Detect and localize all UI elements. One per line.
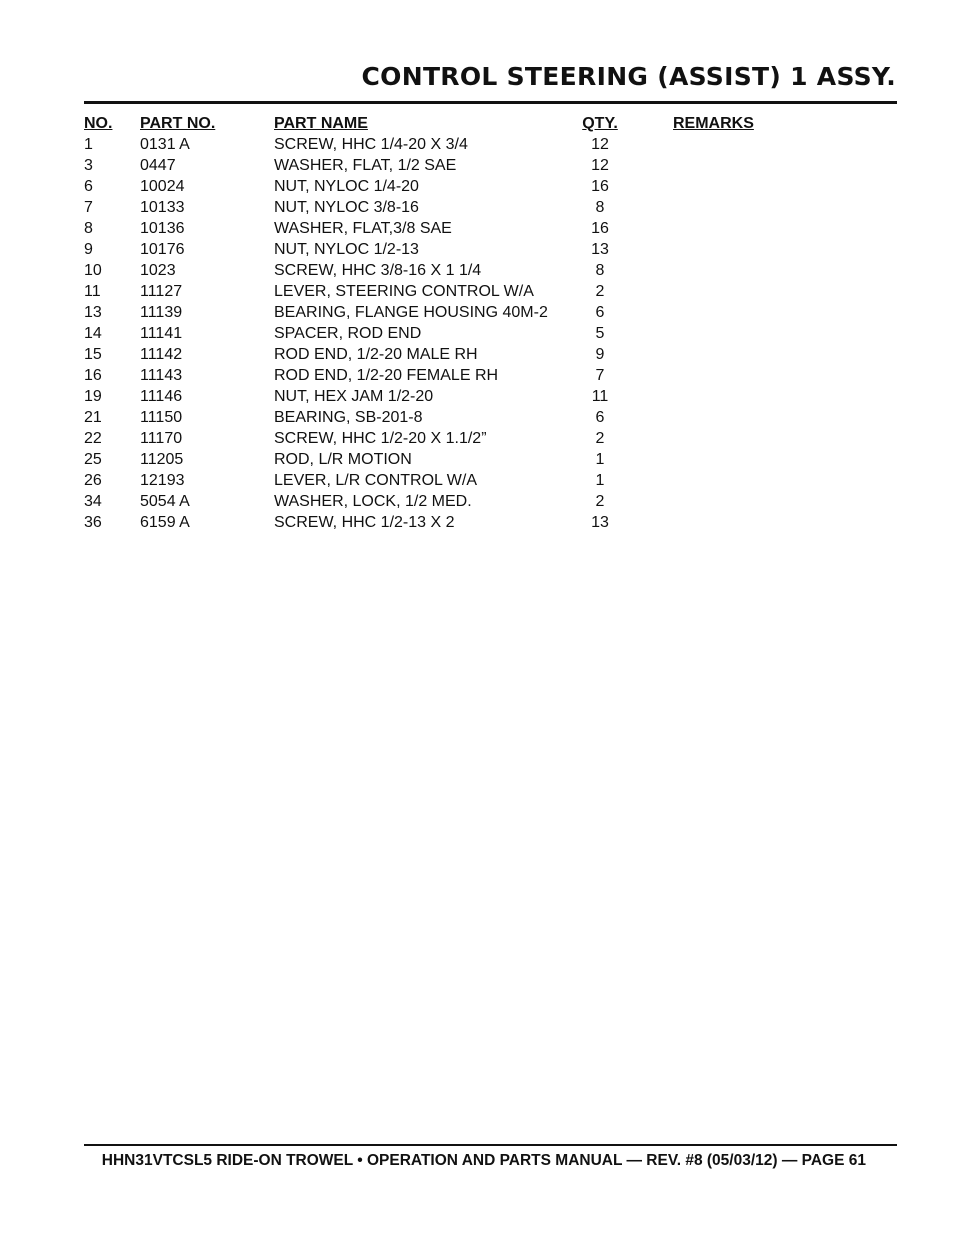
- cell-no: 19: [84, 388, 102, 405]
- cell-no: 34: [84, 493, 102, 510]
- header-qty: QTY.: [582, 115, 618, 132]
- cell-qty: 7: [595, 367, 605, 384]
- cell-part-no: 11142: [140, 346, 183, 363]
- cell-part-no: 10176: [140, 241, 185, 258]
- cell-no: 25: [84, 451, 102, 468]
- cell-part-name: LEVER, STEERING CONTROL W/A: [274, 283, 534, 300]
- cell-qty: 13: [591, 241, 609, 258]
- cell-part-no: 10024: [140, 178, 185, 195]
- cell-part-name: WASHER, LOCK, 1/2 MED.: [274, 493, 472, 510]
- cell-part-no: 11150: [140, 409, 183, 426]
- title-rule: [84, 101, 897, 104]
- cell-part-name: SCREW, HHC 1/4-20 X 3/4: [274, 136, 468, 153]
- cell-qty: 8: [595, 262, 605, 279]
- cell-part-name: ROD END, 1/2-20 MALE RH: [274, 346, 478, 363]
- cell-no: 26: [84, 472, 102, 489]
- cell-qty: 13: [591, 514, 609, 531]
- cell-part-no: 10133: [140, 199, 185, 216]
- cell-part-name: LEVER, L/R CONTROL W/A: [274, 472, 477, 489]
- cell-no: 21: [84, 409, 102, 426]
- cell-no: 9: [84, 241, 93, 258]
- cell-part-name: NUT, NYLOC 1/4-20: [274, 178, 419, 195]
- cell-part-name: SPACER, ROD END: [274, 325, 422, 342]
- cell-part-name: NUT, NYLOC 1/2-13: [274, 241, 419, 258]
- cell-part-name: SCREW, HHC 1/2-20 X 1.1/2”: [274, 430, 487, 447]
- cell-qty: 12: [591, 157, 609, 174]
- cell-part-no: 11205: [140, 451, 184, 468]
- cell-no: 13: [84, 304, 102, 321]
- header-remarks: REMARKS: [673, 115, 754, 132]
- cell-part-name: NUT, NYLOC 3/8-16: [274, 199, 419, 216]
- cell-no: 6: [84, 178, 93, 195]
- cell-part-name: ROD END, 1/2-20 FEMALE RH: [274, 367, 499, 384]
- header-part-no: PART NO.: [140, 115, 216, 132]
- footer-rule: [84, 1144, 897, 1146]
- page-title: CONTROL STEERING (ASSIST) 1 ASSY.: [361, 62, 896, 91]
- cell-qty: 2: [595, 430, 605, 447]
- cell-part-no: 0131 A: [140, 136, 190, 153]
- cell-part-name: WASHER, FLAT, 1/2 SAE: [274, 157, 457, 174]
- cell-part-no: 11146: [140, 388, 183, 405]
- cell-qty: 2: [595, 493, 605, 510]
- cell-part-no: 11141: [140, 325, 183, 342]
- cell-qty: 12: [591, 136, 609, 153]
- cell-qty: 11: [591, 388, 609, 405]
- page-footer: HHN31VTCSL5 RIDE-ON TROWEL • OPERATION AND PARTS MANUAL — REV. #8 (05/03/12) — PAGE 61: [101, 1152, 866, 1169]
- cell-no: 16: [84, 367, 102, 384]
- cell-qty: 1: [595, 472, 605, 489]
- cell-no: 7: [84, 199, 93, 216]
- cell-part-name: BEARING, FLANGE HOUSING 40M-2: [274, 304, 548, 321]
- cell-part-name: BEARING, SB-201-8: [274, 409, 423, 426]
- cell-part-name: SCREW, HHC 1/2-13 X 2: [274, 514, 455, 531]
- cell-part-no: 11139: [140, 304, 183, 321]
- cell-qty: 6: [595, 304, 605, 321]
- cell-qty: 16: [591, 220, 609, 237]
- cell-part-no: 11143: [140, 367, 183, 384]
- header-part-name: PART NAME: [274, 115, 368, 132]
- cell-qty: 16: [591, 178, 609, 195]
- cell-part-name: NUT, HEX JAM 1/2-20: [274, 388, 434, 405]
- cell-part-name: WASHER, FLAT,3/8 SAE: [274, 220, 452, 237]
- cell-no: 11: [84, 283, 101, 300]
- cell-part-no: 0447: [140, 157, 176, 174]
- cell-qty: 5: [595, 325, 605, 342]
- cell-no: 3: [84, 157, 93, 174]
- cell-part-name: ROD, L/R MOTION: [274, 451, 412, 468]
- header-no: NO.: [84, 115, 113, 132]
- cell-no: 10: [84, 262, 102, 279]
- cell-no: 8: [84, 220, 93, 237]
- cell-qty: 6: [595, 409, 605, 426]
- cell-qty: 2: [595, 283, 605, 300]
- cell-part-name: SCREW, HHC 3/8-16 X 1 1/4: [274, 262, 482, 279]
- cell-qty: 8: [595, 199, 605, 216]
- cell-no: 36: [84, 514, 102, 531]
- cell-part-no: 5054 A: [140, 493, 190, 510]
- cell-no: 1: [84, 136, 93, 153]
- cell-part-no: 11170: [140, 430, 183, 447]
- cell-no: 15: [84, 346, 102, 363]
- cell-qty: 1: [595, 451, 605, 468]
- cell-part-no: 10136: [140, 220, 185, 237]
- cell-qty: 9: [595, 346, 605, 363]
- cell-part-no: 1023: [140, 262, 176, 279]
- cell-part-no: 6159 A: [140, 514, 190, 531]
- cell-no: 22: [84, 430, 102, 447]
- cell-no: 14: [84, 325, 102, 342]
- cell-part-no: 12193: [140, 472, 185, 489]
- cell-part-no: 11127: [140, 283, 183, 300]
